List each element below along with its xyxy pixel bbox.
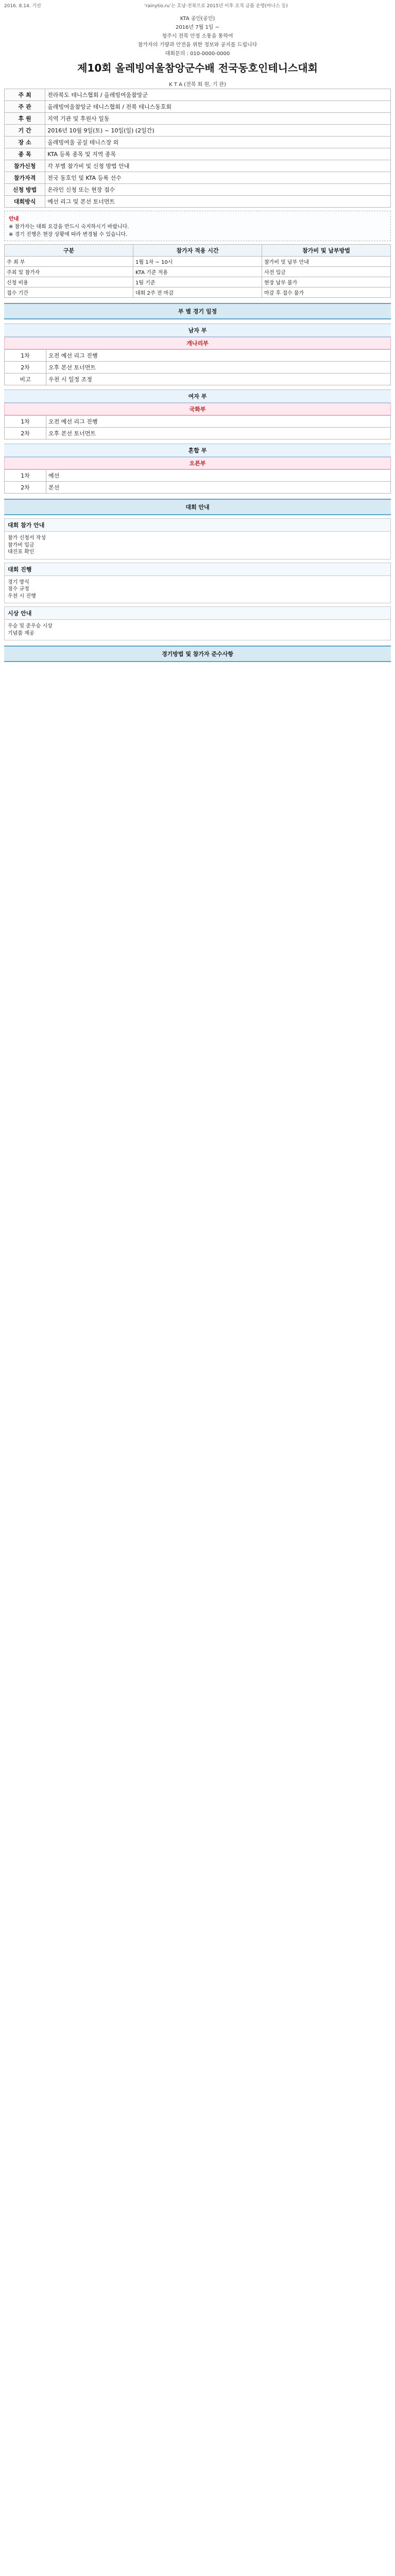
notice-item: ※ 참가자는 대회 요강을 반드시 숙지하시기 바랍니다. bbox=[9, 224, 129, 230]
header-sub2: 2016년 7월 1일 ~ bbox=[175, 25, 220, 30]
event-title: 국화부 bbox=[4, 403, 391, 415]
info-row bbox=[5, 125, 391, 137]
guide-block bbox=[4, 563, 391, 604]
top-bar bbox=[0, 0, 395, 11]
info-row bbox=[5, 148, 391, 160]
scoring-row bbox=[5, 267, 391, 277]
notice-item: ※ 경기 진행은 현장 상황에 따라 변경될 수 있습니다. bbox=[9, 232, 128, 238]
info-label: 신청 방법 bbox=[5, 184, 45, 196]
guide-item: 기념품 제공 bbox=[8, 630, 35, 636]
event-desc: 오후 본선 토너먼트 bbox=[46, 362, 391, 374]
info-row bbox=[5, 172, 391, 184]
event-time: 비고 bbox=[5, 374, 46, 385]
header-sub4: 참가자의 기량과 안전을 위한 정보와 공지를 드립니다 bbox=[138, 42, 257, 48]
header-sub3: 청주시 전북 안정 소통을 통하여 bbox=[162, 33, 233, 39]
info-label: 후 원 bbox=[5, 113, 45, 125]
guide-title: 시상 안내 bbox=[5, 607, 390, 620]
info-label: 주 관 bbox=[5, 101, 45, 113]
page-title: 제10회 올레빙여울참앙군수배 전국동호인테니스대회 bbox=[77, 62, 318, 74]
event-row bbox=[5, 362, 391, 374]
scoring-row bbox=[5, 257, 391, 267]
scoring-row bbox=[5, 287, 391, 298]
info-row bbox=[5, 89, 391, 101]
scoring-row bbox=[5, 277, 391, 287]
scoring-col-1: 구분 bbox=[5, 245, 133, 257]
event-table bbox=[4, 469, 391, 494]
guide-title: 대회 진행 bbox=[5, 563, 390, 576]
event-desc: 오전 예선 리그 진행 bbox=[46, 350, 391, 362]
event-table bbox=[4, 349, 391, 385]
info-label: 참가신청 bbox=[5, 160, 45, 172]
event-table bbox=[4, 415, 391, 439]
scoring-cell: 사전 입금 bbox=[262, 267, 391, 277]
scoring-cell: 주최 및 참가자 bbox=[5, 267, 133, 277]
info-value: 지역 기관 및 후원사 일동 bbox=[45, 113, 391, 125]
guide-item: 참가 신청서 작성 bbox=[8, 535, 46, 541]
info-value: KTA 등록 종목 및 지역 종목 bbox=[45, 148, 391, 160]
event-group: 남자 부 bbox=[4, 324, 391, 337]
event-desc: 우천 시 일정 조정 bbox=[46, 374, 391, 385]
topbar-left: 2016. 8.14. 기산 bbox=[4, 4, 41, 9]
guide-item: 참가비 입금 bbox=[8, 542, 35, 548]
guide-item: 우천 시 진행 bbox=[8, 593, 36, 599]
event-time: 2차 bbox=[5, 362, 46, 374]
info-value: 전국 동호인 및 KTA 등록 선수 bbox=[45, 172, 391, 184]
scoring-table bbox=[4, 244, 391, 298]
event-time: 2차 bbox=[5, 428, 46, 439]
event-desc: 오전 예선 리그 진행 bbox=[46, 416, 391, 428]
guide-item: 우승 및 준우승 시상 bbox=[8, 623, 53, 629]
scoring-col-2: 참가자 적용 시간 bbox=[133, 245, 262, 257]
event-time: 1차 bbox=[5, 416, 46, 428]
event-title: 오픈부 bbox=[4, 457, 391, 469]
info-value: 올레빙여울참앙군 테니스협회 / 전북 테니스동호회 bbox=[45, 101, 391, 113]
info-label: 종 목 bbox=[5, 148, 45, 160]
scoring-cell: KTA 기준 적용 bbox=[133, 267, 262, 277]
guide-item: 점수 규정 bbox=[8, 586, 29, 592]
scoring-cell: 신청 비용 bbox=[5, 277, 133, 287]
info-row bbox=[5, 160, 391, 172]
notice bbox=[4, 211, 391, 241]
info-row bbox=[5, 101, 391, 113]
scoring-cell: 현장 납부 불가 bbox=[262, 277, 391, 287]
section-events: 부 별 경기 일정 bbox=[4, 303, 391, 319]
event-group: 여자 부 bbox=[4, 389, 391, 403]
guide-item: 경기 방식 bbox=[8, 579, 29, 585]
event-row bbox=[5, 428, 391, 439]
info-label: 참가자격 bbox=[5, 172, 45, 184]
info-value: 올레빙여울 공설 테니스장 외 bbox=[45, 137, 391, 148]
event-row bbox=[5, 350, 391, 362]
info-row bbox=[5, 196, 391, 208]
event-time: 1차 bbox=[5, 350, 46, 362]
event-time: 1차 bbox=[5, 470, 46, 482]
scoring-cell: 주 최 부 bbox=[5, 257, 133, 267]
header-sub5: 대회문의 : 010-0000-0000 bbox=[165, 51, 230, 57]
guide-block bbox=[4, 606, 391, 640]
section-guides: 대회 안내 bbox=[4, 499, 391, 515]
scoring-cell: 참가비 및 납부 안내 bbox=[262, 257, 391, 267]
header bbox=[0, 14, 395, 88]
header-sub1: KTA 공인(공인) bbox=[180, 16, 215, 22]
scoring-cell: 1월 1차 ~ 10시 bbox=[133, 257, 262, 267]
scoring-cell: 대회 2주 전 마감 bbox=[133, 287, 262, 298]
info-label: 장 소 bbox=[5, 137, 45, 148]
info-value: 전라북도 테니스협회 / 올레빙여울참앙군 bbox=[45, 89, 391, 101]
event-row bbox=[5, 374, 391, 385]
event-group: 혼합 부 bbox=[4, 444, 391, 457]
event-row bbox=[5, 482, 391, 494]
event-desc: 본선 bbox=[46, 482, 391, 494]
footer-section: 경기방법 및 참가자 준수사항 bbox=[4, 646, 391, 662]
info-value: 2016년 10월 9일(토) ~ 10일(일) (2일간) bbox=[45, 125, 391, 137]
info-table bbox=[4, 89, 391, 208]
info-label: 기 간 bbox=[5, 125, 45, 137]
event-time: 2차 bbox=[5, 482, 46, 494]
guide-block bbox=[4, 518, 391, 560]
scoring-cell: 마감 후 접수 불가 bbox=[262, 287, 391, 298]
event-row bbox=[5, 470, 391, 482]
event-row bbox=[5, 416, 391, 428]
guide-item: 대진표 확인 bbox=[8, 549, 35, 555]
info-row bbox=[5, 137, 391, 148]
header-sub6: K T A (전북 회 원, 기 관) bbox=[169, 82, 226, 88]
scoring-cell: 접수 기간 bbox=[5, 287, 133, 298]
scoring-cell: 1팀 기준 bbox=[133, 277, 262, 287]
info-value: 예선 리그 및 본선 토너먼트 bbox=[45, 196, 391, 208]
info-value: 온라인 신청 또는 현장 접수 bbox=[45, 184, 391, 196]
event-desc: 예선 bbox=[46, 470, 391, 482]
topbar-center: ‘rainytio.ru’는 호남·전북으로 2015년 이후 조직 금품 운영(마나스 등) bbox=[144, 4, 288, 9]
info-label: 주 최 bbox=[5, 89, 45, 101]
guide-title: 대회 참가 안내 bbox=[5, 519, 390, 532]
info-value: 각 부별 참가비 및 신청 방법 안내 bbox=[45, 160, 391, 172]
scoring-header bbox=[5, 245, 391, 257]
notice-title: 안내 bbox=[9, 216, 19, 222]
info-row bbox=[5, 113, 391, 125]
info-label: 대회방식 bbox=[5, 196, 45, 208]
info-row bbox=[5, 184, 391, 196]
scoring-col-3: 참가비 및 납부방법 bbox=[262, 245, 391, 257]
event-title: 개나리부 bbox=[4, 337, 391, 349]
event-desc: 오후 본선 토너먼트 bbox=[46, 428, 391, 439]
